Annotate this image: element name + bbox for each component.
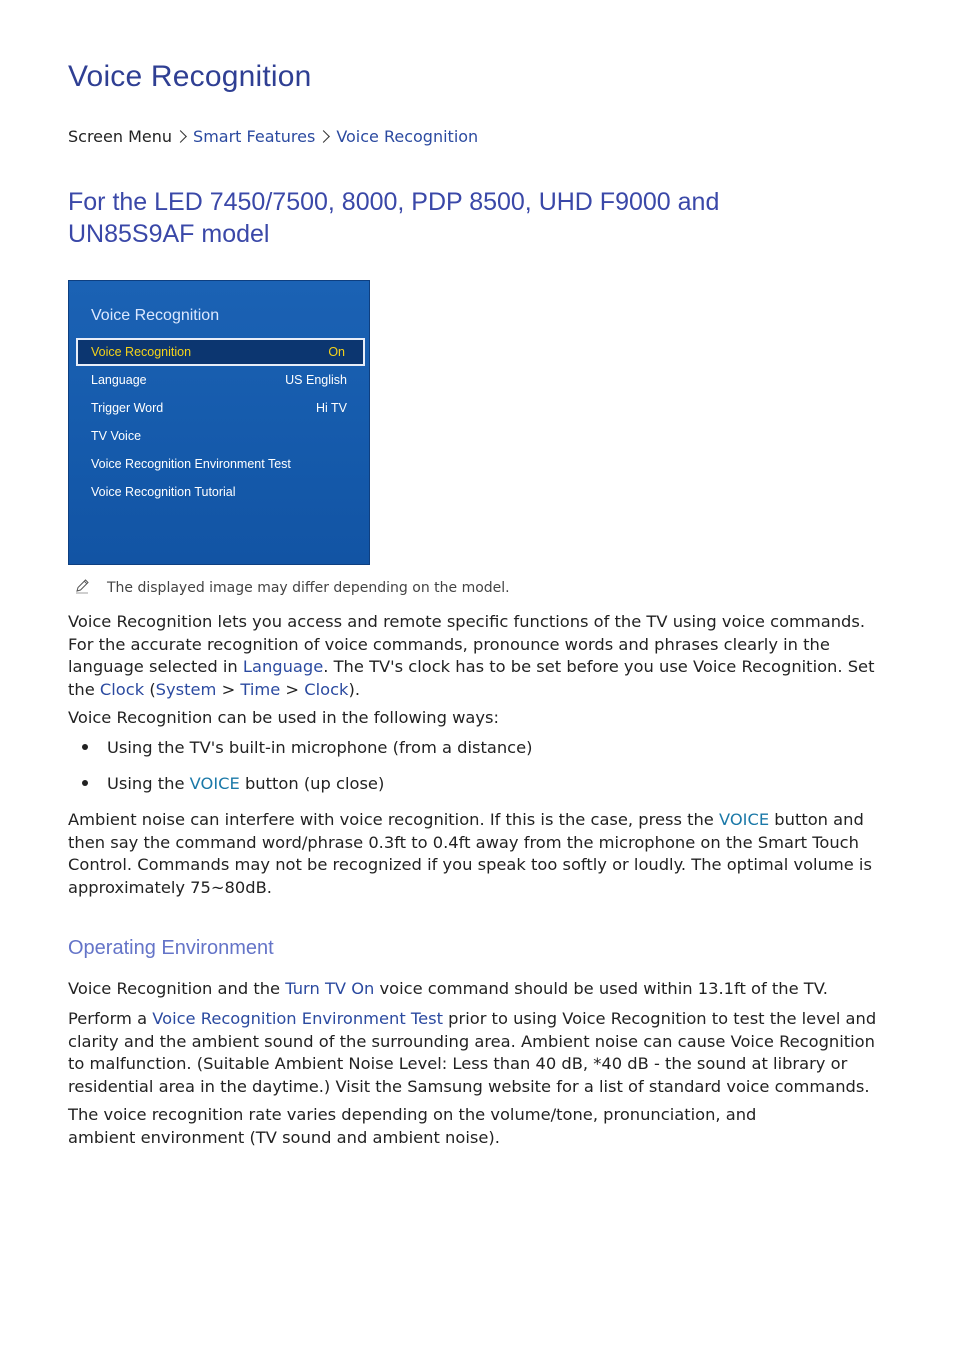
chevron-right-icon [317, 130, 330, 143]
tv-menu-item-value: Hi TV [315, 401, 347, 415]
text: button (up close) [239, 774, 385, 793]
tv-menu-item-tutorial[interactable] [76, 479, 365, 507]
system-link[interactable]: System [155, 679, 217, 699]
breadcrumb-link-smart-features[interactable]: Smart Features [193, 127, 316, 146]
bullet-icon [82, 744, 88, 750]
page-title: Voice Recognition [68, 60, 312, 93]
tv-menu-screenshot [68, 280, 370, 565]
ways-intro: Voice Recognition can be used in the following ways: [68, 708, 500, 727]
clock-link[interactable]: Clock [99, 679, 145, 699]
text: prior to using Voice Recognition to test the level and clarity and the ambient sound of the surrounding area. Ambient noise can cause Voice Recognition to malfunction. (Suitable Ambient Noise Level: Less than 40 dB, *40 dB - the sound at library or residential area in the daytime.) Visit the Samsung website for a list of standard voice commands. [68, 1009, 877, 1096]
section-heading: Operating Environment [68, 937, 274, 959]
language-link[interactable]: Language [242, 657, 324, 676]
text: Perform a [68, 1009, 153, 1028]
tv-menu-item-tv-voice[interactable] [76, 423, 365, 451]
tv-menu-item-value: On [328, 345, 345, 359]
tv-menu-item-label: Voice Recognition [91, 345, 192, 359]
tv-menu-item-trigger-word[interactable] [76, 395, 365, 423]
environment-test-link[interactable]: Voice Recognition Environment Test [152, 1009, 443, 1028]
section-subtitle: For the LED 7450/7500, 8000, PDP 8500, UHD F9000 and UN85S9AF model [68, 188, 720, 248]
tv-menu-item-label: Voice Recognition Environment Test [91, 457, 291, 471]
tv-menu-item-environment-test[interactable] [76, 451, 365, 479]
list-item [82, 738, 533, 757]
text: button and then say the command word/phrase 0.3ft to 0.4ft away from the microphone on the Smart Touch Control. Commands may not be recognized if you speak too softly or loudly. The optimal volume is approximately 75~80dB. [68, 810, 872, 897]
text: voice command should be used within 13.1ft of the TV. [374, 979, 828, 998]
recognition-rate-paragraph: The voice recognition rate varies depending on the volume/tone, pronunciation, and ambient environment (TV sound and ambient noise). [68, 1105, 757, 1147]
text: ( [144, 679, 156, 699]
pencil-note-icon [74, 578, 90, 594]
breadcrumb [68, 127, 478, 146]
note-text: The displayed image may differ depending on the model. [107, 580, 510, 596]
time-link[interactable]: Time [240, 679, 281, 699]
text: . The TV's clock has to be set before you use Voice Recognition. Set the [68, 657, 875, 699]
tv-menu-item-label: Trigger Word [91, 401, 164, 415]
voice-button-label: VOICE [719, 810, 770, 829]
tv-menu-item-label: TV Voice [91, 429, 142, 443]
text: Using the TV's built-in microphone (from a distance) [107, 738, 533, 757]
tv-menu-item-label: Voice Recognition Tutorial [91, 485, 236, 499]
range-paragraph [68, 978, 888, 1001]
path-separator: > [280, 679, 305, 699]
text: Ambient noise can interfere with voice recognition. If this is the case, press the [68, 810, 719, 829]
clock-link-path[interactable]: Clock [304, 679, 349, 699]
tv-menu-item-value: US English [285, 373, 347, 387]
tv-menu-item-label: Language [91, 373, 147, 387]
tv-menu-item-language[interactable] [76, 367, 365, 395]
text: ). [348, 679, 361, 699]
ambient-noise-paragraph [68, 809, 888, 899]
text: Voice Recognition lets you access and remote specific functions of the TV using voice commands. For the accurate recognition of voice commands, pronounce words and phrases clearly in the language selected in [68, 612, 866, 676]
bullet-icon [82, 780, 88, 786]
tv-menu-title: Voice Recognition [91, 307, 220, 324]
turn-tv-on-link[interactable]: Turn TV On [285, 979, 375, 998]
image-note [74, 578, 510, 596]
chevron-right-icon [174, 130, 187, 143]
intro-paragraph [68, 611, 888, 701]
tv-menu-item-voice-recognition[interactable] [76, 338, 365, 366]
list-item [82, 774, 384, 793]
environment-test-paragraph [68, 1008, 888, 1098]
path-separator: > [216, 679, 241, 699]
text: Using the [107, 774, 190, 793]
breadcrumb-root: Screen Menu [68, 127, 173, 146]
voice-button-label: VOICE [189, 774, 240, 793]
breadcrumb-link-voice-recognition[interactable]: Voice Recognition [336, 127, 479, 146]
text: Voice Recognition and the [68, 979, 286, 998]
